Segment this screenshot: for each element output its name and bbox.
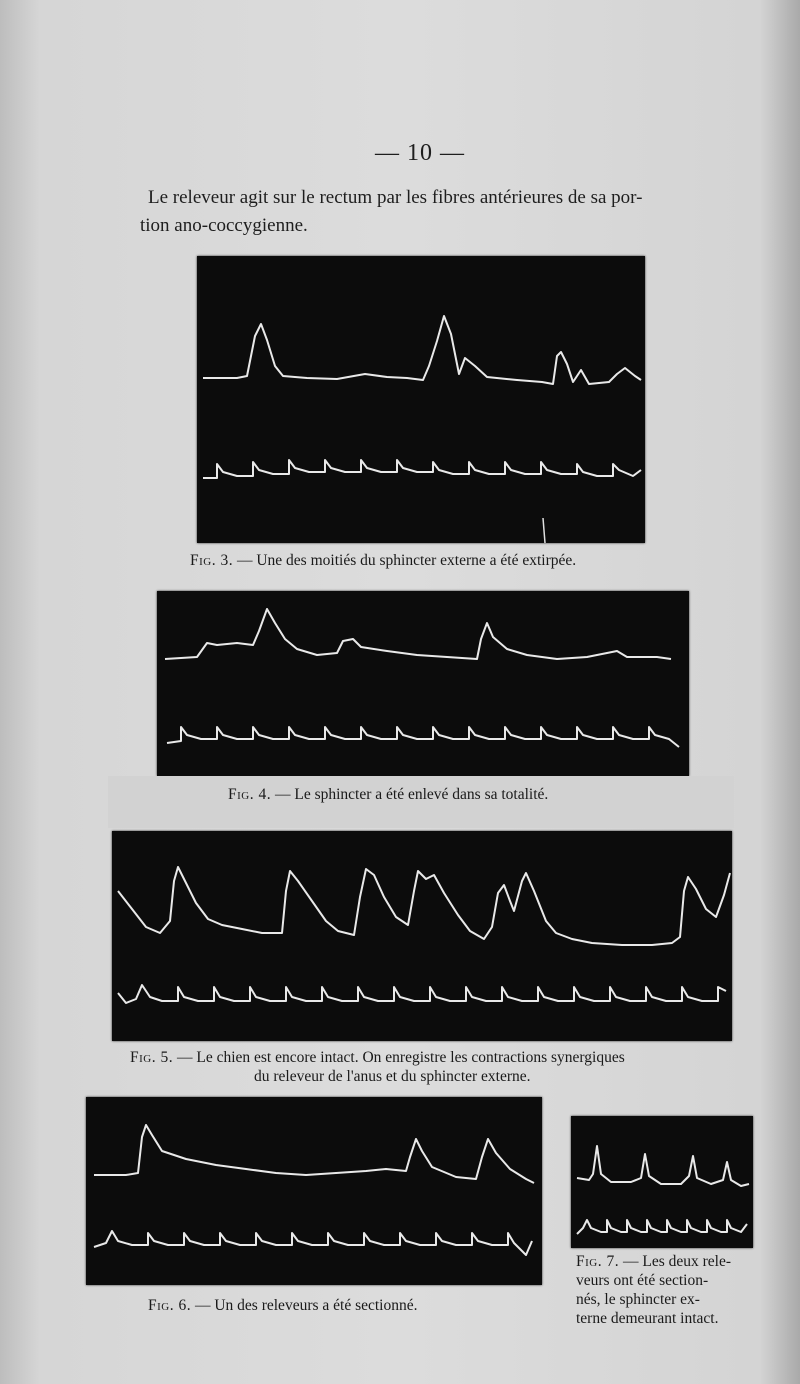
figure-6-label: Fig. 6. <box>148 1297 192 1314</box>
figure-6-caption-text: — Un des releveurs a été sectionné. <box>194 1297 418 1314</box>
figure-5-tracing <box>112 831 732 1041</box>
figure-5-caption <box>130 1048 730 1086</box>
figure-5-caption-line-1 <box>130 1048 730 1067</box>
figure-3-label: Fig. 3. <box>190 552 234 569</box>
fig5-contraction-trace <box>118 867 730 945</box>
figure-5-caption-line-2: du releveur de l'anus et du sphincter externe. <box>254 1068 531 1085</box>
fig3-scratch-mark <box>543 518 545 543</box>
figure-3-caption <box>190 551 660 570</box>
fig3-time-marker-trace <box>203 460 641 478</box>
figure-7-label: Fig. 7. <box>576 1253 620 1270</box>
figure-7-caption-line-3: nés, le sphincter ex- <box>576 1291 700 1308</box>
figure-5-svg <box>112 831 732 1041</box>
fig4-time-marker-trace <box>167 727 679 747</box>
fig7-time-marker-trace <box>577 1220 747 1234</box>
intro-paragraph <box>140 184 710 240</box>
figure-7-caption-line-4: terne demeurant intact. <box>576 1310 719 1327</box>
figure-4-label: Fig. 4. <box>228 786 272 803</box>
fig5-time-marker-trace <box>118 985 726 1003</box>
fig6-time-marker-trace <box>94 1231 532 1255</box>
figure-7-caption-text-1: — Les deux rele- <box>622 1253 732 1270</box>
figure-5-caption-text-1: — Le chien est encore intact. On enregistre les contractions synergiques <box>176 1049 625 1066</box>
page-number: — 10 — <box>375 140 465 166</box>
figure-7-tracing <box>571 1116 753 1248</box>
fig7-contraction-trace <box>577 1146 749 1186</box>
fig6-contraction-trace <box>94 1125 534 1183</box>
figure-6-tracing <box>86 1097 542 1285</box>
figure-6-caption <box>148 1296 528 1315</box>
figure-5-label: Fig. 5. <box>130 1049 174 1066</box>
figure-7-caption-line-2: veurs ont été section- <box>576 1272 709 1289</box>
figure-7-caption-line-1 <box>576 1252 752 1271</box>
figure-6-svg <box>86 1097 542 1285</box>
figure-3-caption-text: — Une des moitiés du sphincter externe a été extirpée. <box>236 552 577 569</box>
figure-3-svg <box>197 256 645 543</box>
fig4-contraction-trace <box>165 609 671 659</box>
figure-3-tracing <box>197 256 645 543</box>
intro-line-2: tion ano-coccygienne. <box>140 215 308 236</box>
fig3-contraction-trace <box>203 316 641 384</box>
figure-4-tracing <box>157 591 689 776</box>
intro-line-1: Le releveur agit sur le rectum par les fibres antérieures de sa por- <box>148 187 643 208</box>
figure-4-caption <box>228 785 648 804</box>
figure-4-svg <box>157 591 689 776</box>
figure-7-caption <box>576 1252 752 1328</box>
figure-7-svg <box>571 1116 753 1248</box>
figure-4-caption-text: — Le sphincter a été enlevé dans sa totalité. <box>274 786 549 803</box>
